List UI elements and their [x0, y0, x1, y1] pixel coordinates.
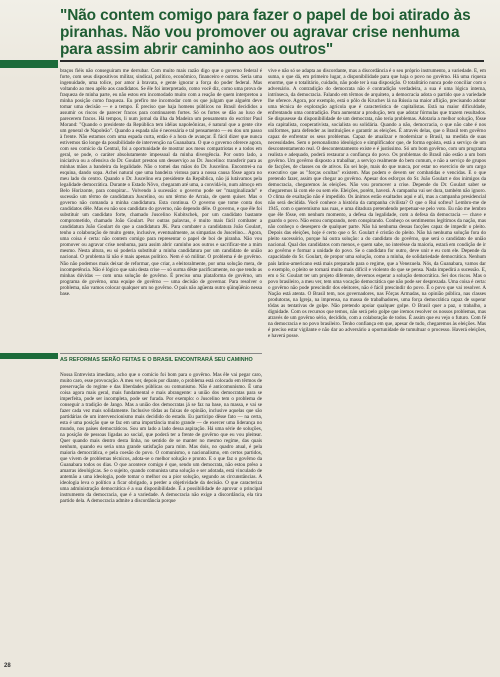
article-column-left-lower: Nossa Entrevista imediato, acho que o comício foi bom para o govêrno. Mas êle vai pegar caro, muito caro, esse provocação. A meu ver, depois por diante, o problema está colocado em têrmos de preservação do regime e das liberdades públicas ou comunismo. Não é anticomunismo. É uma coisa agora mais geral, mais fundamental e mais abrangente: a união dos democratas para se imperfeita, pode ser incompleta, pode ser furada. Por exemplo: o Juscelino tem o problema de conseguir a tradição de Jango. Mas a união dos democratas já se faz na base, na massa, e vai se fazer cada vez mais solidamente. Inclusive tôdas as faixas de opinião, inclusive aquelas que são partidárias de um intervencionismo mais decidido do estado. Eu participo dêsse fato — na certa, esta é uma posição que se faz em uma importância muito grande — de exercer uma liderança no mundo, nos países democráticos. Sou um lado a lado dessa aspiração. Há uma série de soluções, na posição de pessoas ligadas ao social, que poderá ter a frente de govêrno que eu vou pleitear. Quer quando mais dentro desta linha, no sentido de se manter no mesmo regime, das quais nenhum, quando eu seria uma grande satisfação para mim. Mas dois, no quadro atual, é pela maioria democrática, e pela coesão do povo. O comunismo, o nacionalismo, em certos partidos, que vivem de problemas técnicos, adota-se o melhor solução e pronto. E o que faz o govêrno da Guanabara todos os dias. O que acontece comigo é que, sendo um democrata, não estou prêso a amarras ideológicas. Se o sujeito, quando comunista uma solução e ser adotada, está vinculado de antemão a uma ideologia, pode tomar o melhor ou a pior solução, segundo as circunstâncias. A ideologia leva o político a ficar obrigado, a perder a objetividade da decisão. O que caracteriza uma administração democrática é a sua disponibilidade. É a possibilidade de aprovar o principal instrumento da democracia, que é a variedade. A democracia não exige a discordância, ela tira partido dela. A democracia admite a discordância porque: [60, 372, 262, 505]
section-subhead: AS REFORMAS SERÃO FEITAS E O BRASIL ENCONTRARÁ SEU CAMINHO: [60, 357, 253, 363]
headline-quote: "Não contem comigo para fazer o papel de boi atirado às piranhas. Não vou promover ou agravar crise nenhuma para assim abrir caminho aos outros": [60, 7, 471, 58]
page-number: 28: [4, 663, 11, 669]
green-accent-bar: [0, 60, 58, 68]
article-column-right: vive e não só se adapta ao discordante, mas a discordância é o seu próprio instrumento, a variedade. É, em suma, o que dá, em primeiro lugar, a disponibilidade para que haja o povo no govêrno. Há uma riqueza enorme, que o totalitário, cuidado, não pode ter à sua disposição. O totalitário nunca pode conciliar com o adversário. A contradição do democrata não é contradição verdadeira, a sua é uma lógica interna, intrínseca, da democracia. Falando em têrmos de arquiteto, a democracia adota o partido que a variedade lhe oferece. Agora, por exemplo, está o pôlo do Kruchev lá na Rússia na maior aflição, precisando adotar uma técnica de exploração agrícola que é característica de capitalistas. Está na maior dificuldade, enfrentando uma contradição. Para aumentar a produção, tem que adotar fórmulas que trazem resultados. Se dispusesse da disponibilidade de um democrata, não teria problemas. Adotaria a melhor solução, fôsse ela capitalista, cooperativista, socialista ou solidária. Quando a não, democracia, o que não cabe é nos uniformes, para defender as instituições e garantir as eleições. É através delas, que o Brasil tem govêrno capaz de enfrentar os seus problemas. Capaz de atualizar e modernizar o Brasil, na medida de suas necessidades. Sem o personalismo ideológico e simplificador que, de forma egoísta, está a serviço de um descontentamento real. O descontentamento existe e é justíssimo. Só um bom govêrno, com um programa realista e adequado, poderá restaurar a confiança do povo. Os problemas do Brasil não estão a um bom govêrno. Um govêrno disposto a trabalhar, a serviço realmente do bem comum, e não a serviço de grupos de facções, de classes ou de ativos. Eu sei hoje, mais do que nunca, por estar no exercício de um cargo executivo que as "forças ocultas" existem. Mas podem e devem ser combatidas e vencidas. E o que pretendo fazer, assim que chegar ao govêrno. Apesar dos esforços do Sr. João Goulart e dos inimigos da democracia, chegaremos às eleições. Não vou promover a crise. Depende do Dr. Goulart saber se chegaremos lá com ele ou sem ele. Eleições, porém, haverá. A campanha vai ser dura, também não ignoro. O clima de exaltação não é impedido. Os ânimos estão exaltados aqui e ali, mas a campanha presidencial não será decidida. Você conhece a história da campanha civilista? O que o Rui sofreu? Lembro-me de 1945, com o queremismo nas ruas, e uma ditadura pretendendo perpetuar-se pelo voto. Eu não me lembro que êle fôsse, em nenhum momento, a defesa da legalidade, com a defesa da democracia — chave e guardo o povo. Não estou comprando, nem conspirando. Conheço os sentimentos legítimos da nação, mas não conheço o desespero de qualquer parte. Não há nenhuma dessas facções capaz de impedir o pleito. Depois das eleições, hoje é certo que o Sr. Goulart é cristão do pleito. Não há nenhuma solução fora do pleito sucessório, porque há outra solução: a do candidato do govêrno, que será o candidato de união nacional. Qual dos candidatos com menos, e quem sabe, no interêsse da maioria, estará em condição de ir ao govêrno e formar a unidade do povo. Se o candidato for outro, deve unir e eu com ele. Depende da capacidade do Sr. Goulart, de propor uma solução, como a minha, de solidariedade democrática. Nenhum país latino-americano está mais preparado para o regime, que a Venezuela. Nós, da Guanabara, vamos dar o exemplo, o pleito se tornará muito mais difícil e violento do que se pensa. Nada impedirá a sucessão. E, em o Sr. Goulart ter um projeto diferente, devemos esperar a solução democrática. Sei dos riscos. Mas o povo brasileiro, a meu ver, tem uma vocação democrática que não pode ser desprezada. Uma coisa é certa: o govêrno não pode prescindir dos eleitores, não é fácil prescindir do povo. É o povo que vai resolver. A Nação está atenta. O Brasil tem, nos governadores, nas Fôrças Armadas, na opinião pública, nas classes produtoras, na Igreja, na imprensa, na massa de trabalhadores, uma força democrática capaz de superar tôdas as tentativas de golpe. Não pretendo apoiar qualquer golpe. O Brasil quer a paz, o trabalho, a dignidade. Com os recursos que temos, não será pelo golpe que iremos resolver os nossos problemas, mas através de um govêrno sério, decidido, com a colaboração de todos. É assim que eu vejo o futuro. Com fé na democracia e no povo brasileiro. Tenho confiança em que, apesar de tudo, chegaremos às eleições. Mas é preciso estar vigilante e não dar ao adversário a oportunidade de tumultuar o processo. Haverá eleições, e haverá posse.: [268, 68, 486, 339]
subhead-divider: [60, 353, 262, 354]
subhead-accent-bar: [0, 353, 58, 359]
header-divider: [60, 60, 484, 62]
article-column-left: braços fiéis não conseguiram me derrubar. Com muito mais razão digo que o governo federal é forte, com seus dispositivos militar, sindical, político, econômico, financeiro e outros. Seria uma ingenuidade, uma tolice, por amor à bravata, e gente ignorar a força do poder federal. Mas voltando ao meu apêlo aos candidatos. Se êle foi interpretado, como você diz, como uma prova de fraqueza de minha parte, eu não estou em incomodado muito com a reação de quem interpretou a minha posição como fraqueza. Eu prefiro me incomodar com os que julgam que alguém deve tomar uma decisão — e a tempo. É preciso que haja homens públicos no Brasil decididos a assumir os riscos de parecer fracos para continuarem fortes. Só os fortes se dão ao luxo de parecerem fracos. Há tempos, li num jornal da ilha da Madeira um pensamento do escritor Paul Morand: "Quando o presidente da República tem idéias napoleônicas, é natural que a gente cite um general de Napoleão". Quando a espada não é necessária e tal pensamento — eu dou um passo à frente. Não estamos com uma espada curta, então é a hora de avançar. É fácil dizer que nunca estivemos tão longe da possibilidade de intervenção na Guanabara. O que o governo oferece agora, com seu comício da Central, foi a oportunidade de mostrar aos meus compatriotas e a todos em geral, se pude, o caráter absolutamente impessoal da minha divergência. Por outro lado, a iniciativa ou a ofensiva do Dr. Goulart prestou um desserviço ao Dr. Juscelino: transferir para as minhas mãos a bandeira da legalidade. Não o tomei das mãos do Dr. Juscelino. Encontrei-a na esquina, dando sopa. Achei natural que uma bandeira vistosa para a nossa causa fôsse agora no meu lado do centro. Quando o Dr. Juscelino era presidente da República, não já lutávamos pela legalidade democrática. Durante o Estado Nôvo, chegaram até uma, a convidá-lo, num almoço em Belo Horizonte, para conspirar... Volvendo à sucessão: o governo pode ser "marginalizado" e sucessão um têrmo de candidatura Juscelino, ou um têrmo de Arraia, de quem quiser. Mas o governo não comanda a minha candidatura. Esta continua. O governo que tome conta dos candidatos dêle. Mas eu não sou candidato do governo, não dependo dêle. O governo, e que êle foi substituir um candidato forte, chamado Juscelino Kubitschek, por um candidato bastante comprometido, chamado João Goulart. Por outras palavras, é muito mais fácil combater a candidatura João Goulart do que a candidatura JK. Para combater a candidatura João Goulart, tenho a colaboração de muito gente, inclusive, eventualmente, as simpatias do Juscelino... Agora, uma coisa é certa: não contem comigo para representar o papel de boi de piranha. Não vou promover ou agravar crise nenhuma, para assim abrir caminho aos outros e sacrificar-me a mim mesmo. Nesta altura, eu só poderia substituir a minha candidatura por um candidato de união nacional. O problema lá não é mais apenas político. Nem é só militar. O problema é de govêrno. Não não podemos mais deixar de reformar, que criar, a eleitoralmente, por uma solução mera, de incompetência. Não é lógico que saiu desta crise — só surma dêste pacificamente, no que tendo as minhas dúvidas — com uma solução de govêrno. É preciso uma plataforma de govêrno, um programa de govêrno, uma equipe de govêrno — uma decisão de governar. Para resolver o problema, não vamos colocar qualquer um no govêrno. O país não agüenta outro qüinqüênio nessa base.: [60, 68, 262, 297]
